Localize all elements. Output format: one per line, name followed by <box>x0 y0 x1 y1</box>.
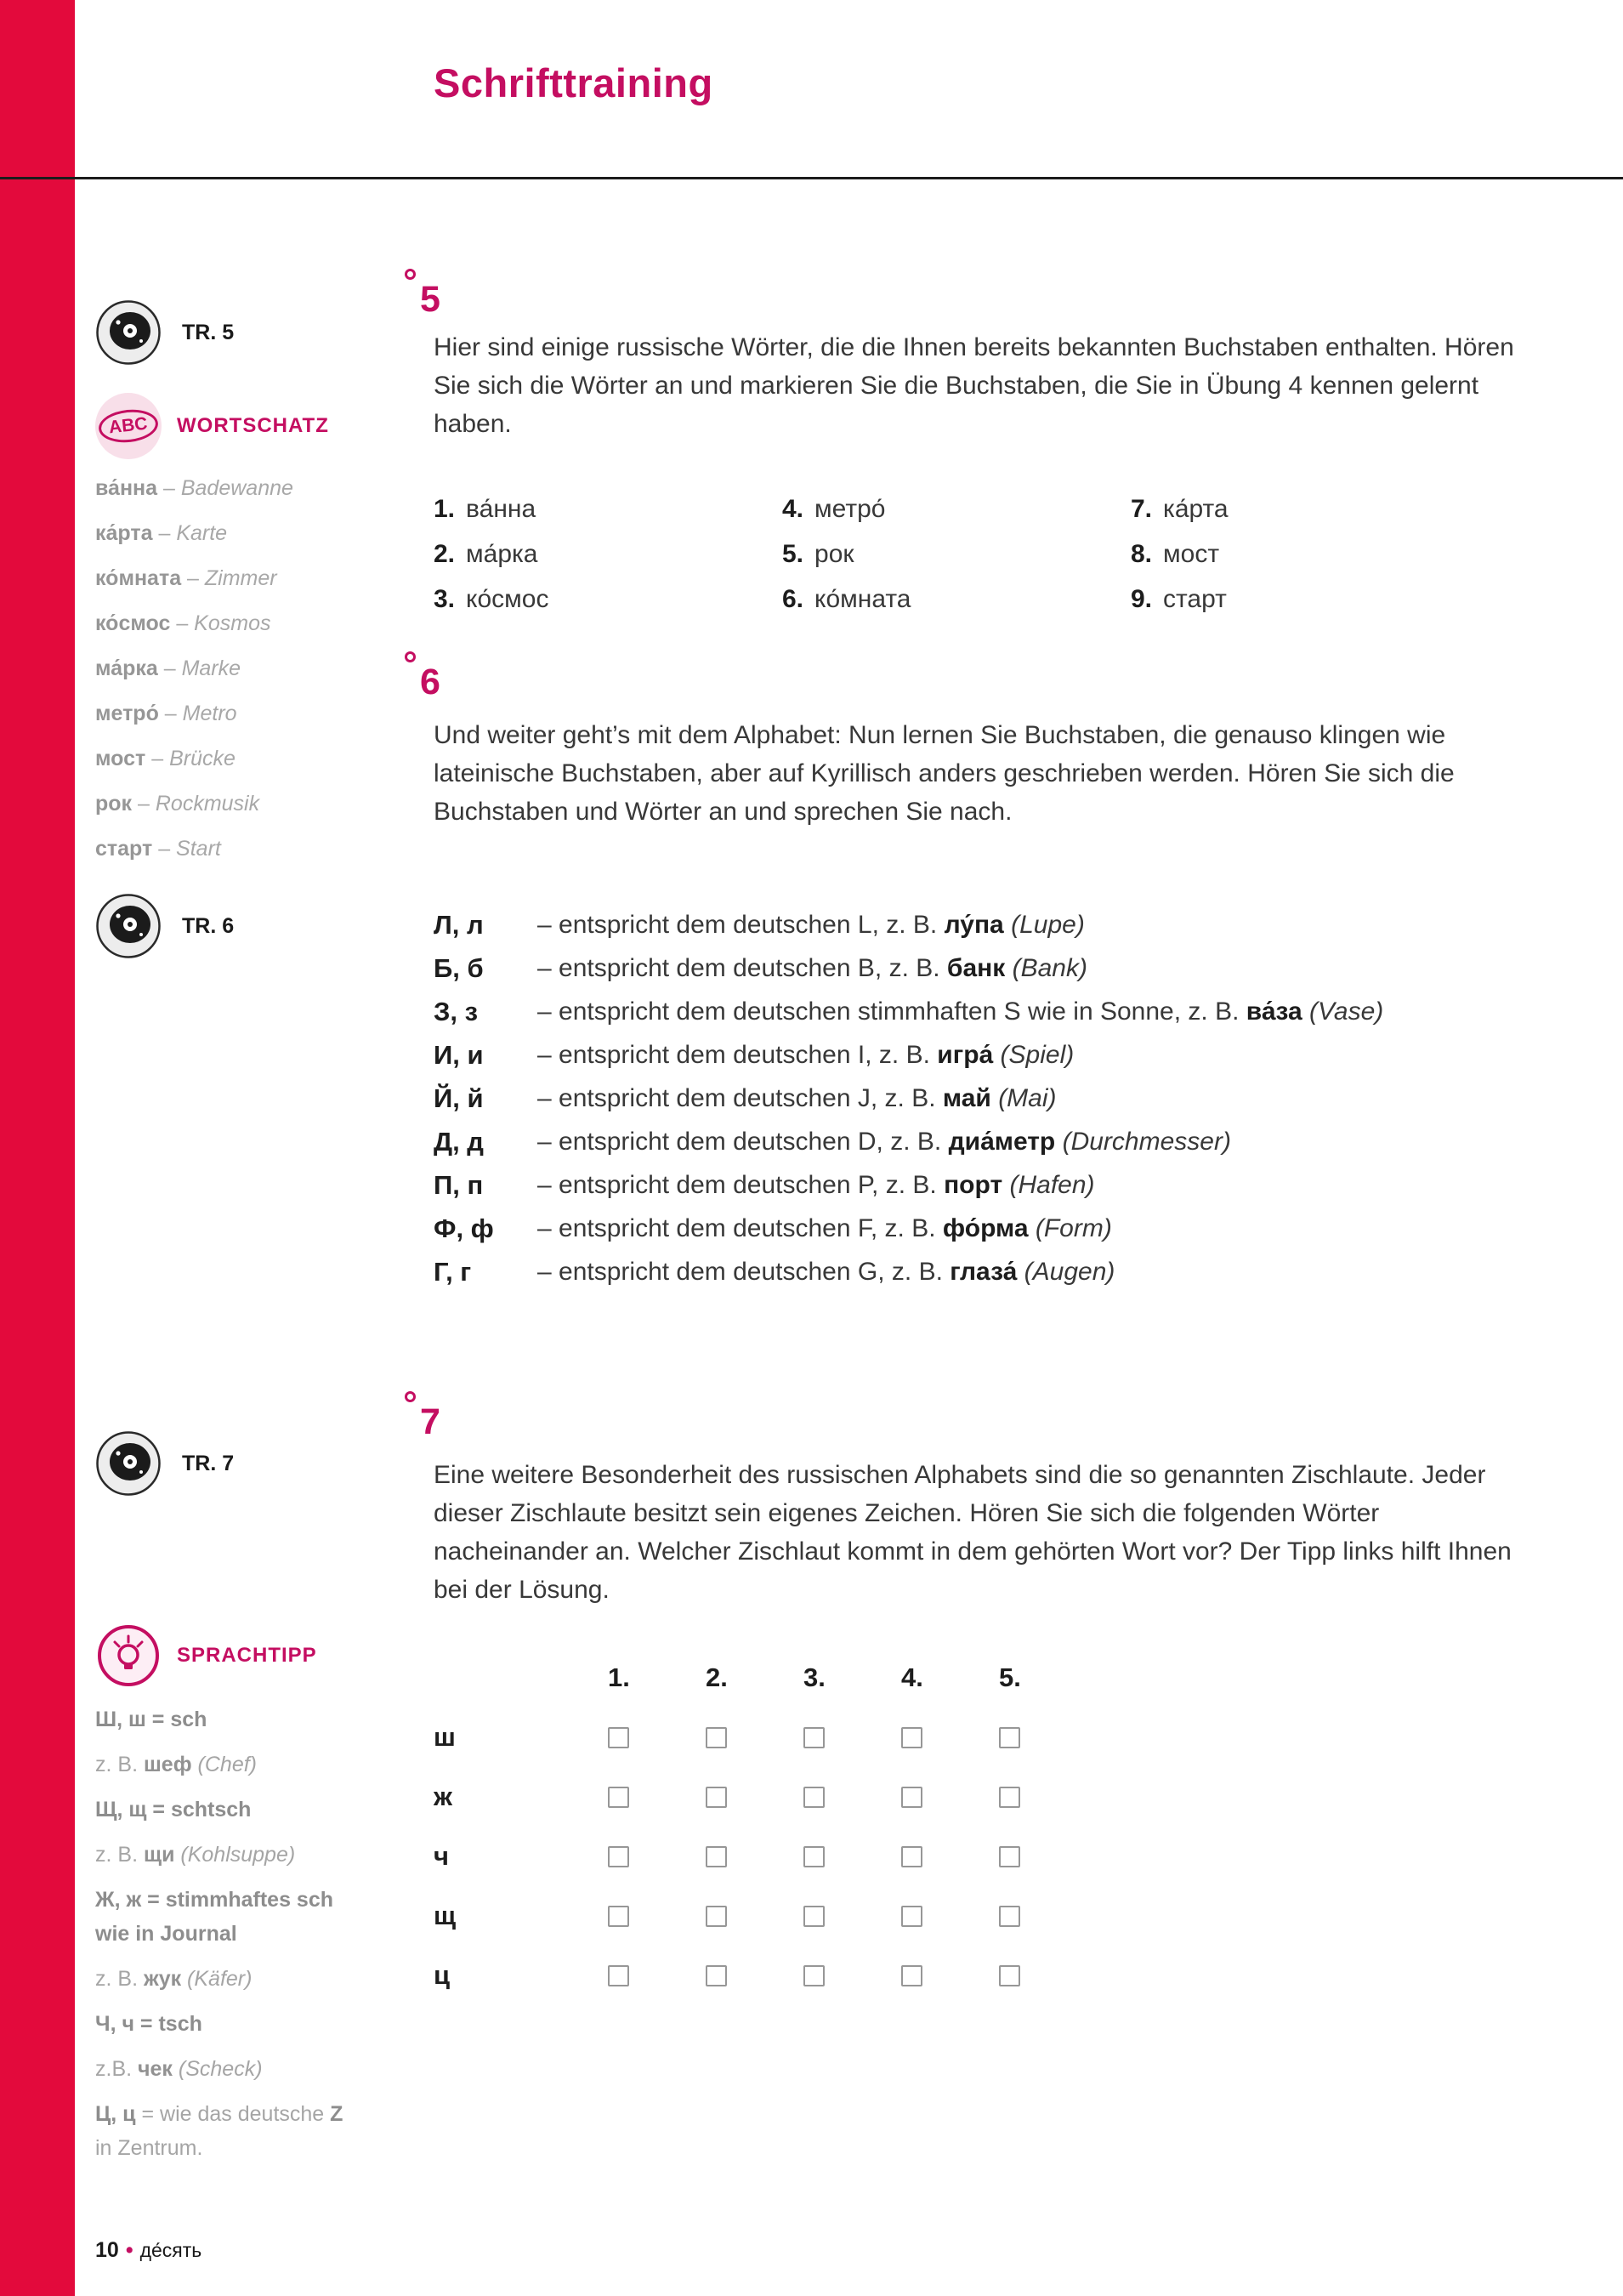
exercise-5-header <box>405 269 440 318</box>
answer-checkbox[interactable] <box>901 1727 922 1748</box>
tip-line: Ч, ч = tsch <box>95 2012 202 2036</box>
table-col-header: 2. <box>706 1662 728 1692</box>
row-letter: ч <box>434 1841 449 1871</box>
word-item: 4. метро́ <box>782 494 886 523</box>
zischlaute-answer-table <box>434 1648 1097 2005</box>
answer-checkbox[interactable] <box>608 1727 629 1748</box>
tip-line: z.B. чек (Scheck) <box>95 2057 263 2081</box>
answer-checkbox[interactable] <box>803 1727 825 1748</box>
table-col-header: 5. <box>999 1662 1021 1692</box>
answer-checkbox[interactable] <box>999 1846 1020 1867</box>
exercise-6-instructions: Und weiter geht’s mit dem Alphabet: Nun lernen Sie Buchstaben, die genauso klingen wie lateinische Buchstaben, aber auf Kyrillisch anders geschrieben werden. Hören Sie sich die Buchstaben und Wörter an und sprechen Sie nach. <box>434 721 1455 826</box>
exercise-number: 6 <box>420 662 440 702</box>
cd-icon <box>95 299 162 366</box>
exercise-5-word-list <box>434 486 1479 622</box>
lightbulb-icon <box>95 1623 162 1689</box>
word-item: 3. ко́смос <box>434 584 549 613</box>
answer-checkbox[interactable] <box>999 1965 1020 1986</box>
sprachtipp-label: SPRACHTIPP <box>177 1644 317 1667</box>
vocab-item: ко́смос – Kosmos <box>95 611 271 635</box>
letter-row: П, п – entspricht dem deutschen P, z. B. порт (Hafen) <box>434 1170 1095 1200</box>
answer-checkbox[interactable] <box>803 1846 825 1867</box>
tip-line: z. B. шеф (Chef) <box>95 1753 257 1776</box>
answer-checkbox[interactable] <box>999 1727 1020 1748</box>
audio-track-6 <box>95 893 234 959</box>
row-letter: щ <box>434 1901 457 1930</box>
exercise-ring-icon <box>405 269 416 280</box>
abc-icon <box>95 393 162 459</box>
word-item: 8. мост <box>1131 539 1220 568</box>
footer-bullet: • <box>125 2238 133 2262</box>
word-item: 2. ма́рка <box>434 539 538 568</box>
answer-checkbox[interactable] <box>901 1846 922 1867</box>
letter-row: З, з – entspricht dem deutschen stimmhaften S wie in Sonne, z. B. ва́за (Vase) <box>434 997 1384 1026</box>
table-row <box>434 1946 1097 2005</box>
vocab-item: метро́ – Metro <box>95 702 237 725</box>
answer-checkbox[interactable] <box>608 1906 629 1927</box>
tip-line: Щ, щ = schtsch <box>95 1798 252 1821</box>
exercise-number: 7 <box>420 1401 440 1442</box>
answer-checkbox[interactable] <box>803 1787 825 1808</box>
answer-checkbox[interactable] <box>901 1906 922 1927</box>
word-item: 7. ка́рта <box>1131 494 1229 523</box>
vocabulary-list <box>95 466 376 872</box>
table-col-header: 3. <box>803 1662 826 1692</box>
vocab-item: старт – Start <box>95 837 221 861</box>
answer-checkbox[interactable] <box>706 1727 727 1748</box>
answer-checkbox[interactable] <box>608 1965 629 1986</box>
wortschatz-label: WORTSCHATZ <box>177 414 329 437</box>
page-number: 10 <box>95 2238 119 2262</box>
tip-line: Ц, ц = wie das deutsche Z in Zentrum. <box>95 2102 343 2160</box>
answer-checkbox[interactable] <box>706 1965 727 1986</box>
answer-checkbox[interactable] <box>608 1787 629 1808</box>
sprachtipp-list <box>95 1702 363 2176</box>
table-row <box>434 1767 1097 1827</box>
table-col-header: 1. <box>608 1662 630 1692</box>
tip-line: Ш, ш = sch <box>95 1708 207 1731</box>
page-title: Schrifttraining <box>434 60 713 105</box>
answer-checkbox[interactable] <box>803 1906 825 1927</box>
answer-checkbox[interactable] <box>706 1906 727 1927</box>
vocab-item: ма́рка – Marke <box>95 656 241 680</box>
exercise-5-instructions: Hier sind einige russische Wörter, die die Ihnen bereits bekannten Buchstaben enthalten. Hören Sie sich die Wörter an und markieren Sie die Buchstaben, die Sie in Übung 4 kennen gelernt haben. <box>434 333 1514 438</box>
letter-row: Д, д – entspricht dem deutschen D, z. B. диа́метр (Durchmesser) <box>434 1127 1231 1157</box>
answer-checkbox[interactable] <box>901 1787 922 1808</box>
abc-oval: ABC <box>97 406 159 445</box>
table-header-row <box>434 1648 1097 1708</box>
exercise-7-instructions: Eine weitere Besonderheit des russischen Alphabets sind die so genannten Zischlaute. Jeder dieser Zischlaute besitzt sein eigenes Zeichen. Hören Sie sich die folgenden Wörter nacheinander an. Welcher Zischlaut kommt in dem gehörten Wort vor? Der Tipp links hilft Ihnen bei der Lösung. <box>434 1461 1512 1604</box>
exercise-number: 5 <box>420 279 440 320</box>
vocab-item: ко́мната – Zimmer <box>95 566 277 590</box>
vocab-item: ва́нна – Badewanne <box>95 476 293 500</box>
vocab-item: рок – Rockmusik <box>95 792 260 816</box>
left-accent-stripe <box>0 0 75 2296</box>
wortschatz-header <box>95 393 329 459</box>
letter-row: Б, б – entspricht dem deutschen B, z. B. банк (Bank) <box>434 953 1087 983</box>
answer-checkbox[interactable] <box>608 1846 629 1867</box>
exercise-ring-icon <box>405 1391 416 1402</box>
answer-checkbox[interactable] <box>706 1846 727 1867</box>
cd-icon <box>95 1430 162 1497</box>
table-row <box>434 1886 1097 1946</box>
track-label: TR. 6 <box>182 913 235 938</box>
tip-line: Ж, ж = stimmhaftes sch wie in Journal <box>95 1888 333 1946</box>
exercise-6-header <box>405 651 440 701</box>
table-row <box>434 1708 1097 1767</box>
vocab-item: мост – Brücke <box>95 747 236 770</box>
word-item: 9. старт <box>1131 584 1227 613</box>
track-label: TR. 5 <box>182 320 235 344</box>
answer-checkbox[interactable] <box>999 1906 1020 1927</box>
exercise-7-header <box>405 1391 440 1441</box>
sprachtipp-header <box>95 1623 317 1689</box>
cd-icon <box>95 893 162 959</box>
letter-row: Ф, ф – entspricht dem deutschen F, z. B. фо́рма (Form) <box>434 1213 1112 1243</box>
letter-row: Г, г – entspricht dem deutschen G, z. B. глаза́ (Augen) <box>434 1257 1115 1287</box>
letters-list <box>434 903 1526 1293</box>
audio-track-7 <box>95 1430 234 1497</box>
letter-row: И, и – entspricht dem deutschen I, z. B. игра́ (Spiel) <box>434 1040 1075 1070</box>
answer-checkbox[interactable] <box>706 1787 727 1808</box>
answer-checkbox[interactable] <box>901 1965 922 1986</box>
word-item: 1. ва́нна <box>434 494 536 523</box>
header-divider <box>0 177 1623 179</box>
row-letter: ж <box>434 1782 452 1811</box>
word-item: 6. ко́мната <box>782 584 911 613</box>
letter-row: Л, л – entspricht dem deutschen L, z. B. лу́па (Lupe) <box>434 910 1085 940</box>
word-item: 5. рок <box>782 539 854 568</box>
letter-row: Й, й – entspricht dem deutschen J, z. B. май (Mai) <box>434 1083 1057 1113</box>
row-letter: ш <box>434 1722 456 1752</box>
vocab-item: ка́рта – Karte <box>95 521 228 545</box>
answer-checkbox[interactable] <box>999 1787 1020 1808</box>
answer-checkbox[interactable] <box>803 1965 825 1986</box>
table-row <box>434 1827 1097 1886</box>
tip-line: z. B. щи (Kohlsuppe) <box>95 1843 296 1867</box>
audio-track-5 <box>95 299 234 366</box>
tip-line: z. B. жук (Käfer) <box>95 1967 253 1991</box>
page-footer <box>95 2238 201 2263</box>
exercise-ring-icon <box>405 651 416 662</box>
row-letter: ц <box>434 1960 451 1990</box>
table-col-header: 4. <box>901 1662 923 1692</box>
page-number-word: де́сять <box>139 2239 202 2261</box>
track-label: TR. 7 <box>182 1451 235 1475</box>
